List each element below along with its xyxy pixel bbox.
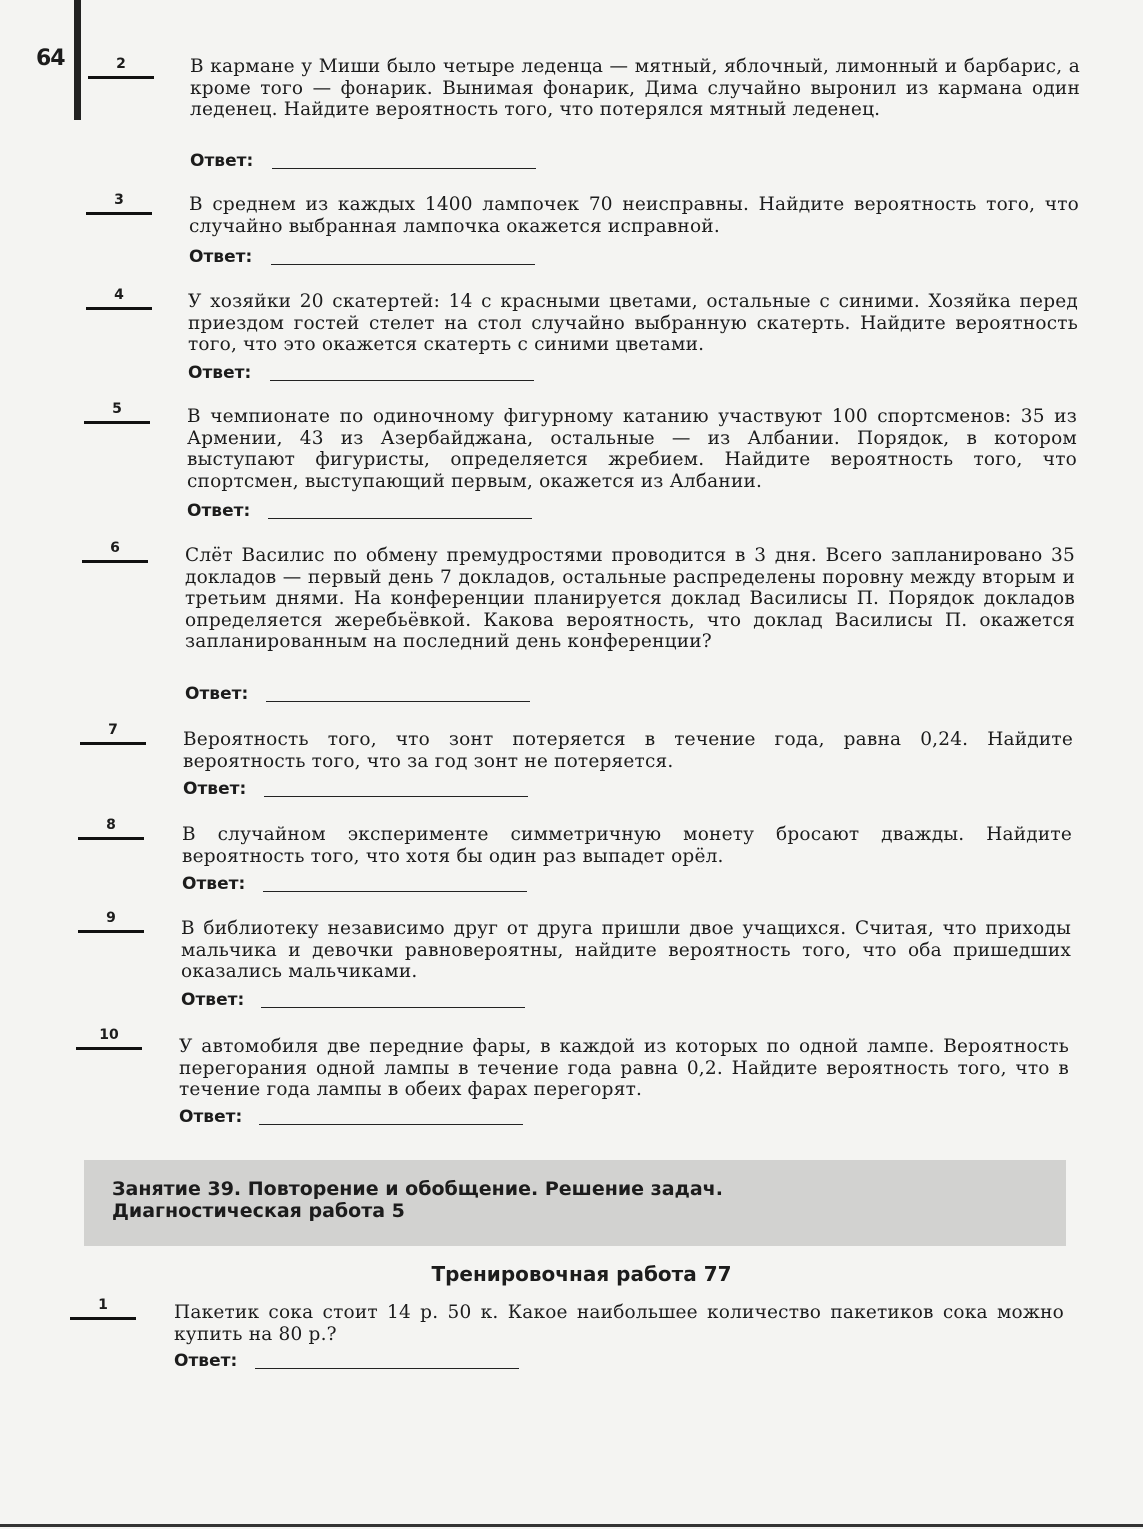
answer-label: Ответ: — [181, 990, 245, 1010]
answer-field[interactable] — [268, 518, 532, 519]
lesson-title-line: Диагностическая работа 5 — [112, 1200, 405, 1222]
page-number: 64 — [36, 46, 65, 71]
answer-field[interactable] — [272, 168, 536, 169]
task-text: Вероятность того, что зонт потеряется в течение года, равна 0,24. Найдите вероятность того, что за год зонт не потеряется. — [183, 729, 1073, 772]
task-number: 8 — [78, 817, 144, 840]
training-title: Тренировочная работа 77 — [431, 1262, 732, 1286]
answer-field[interactable] — [259, 1124, 523, 1125]
answer-field[interactable] — [264, 796, 528, 797]
answer-label: Ответ: — [189, 247, 253, 267]
task-text: В среднем из каждых 1400 лампочек 70 неисправны. Найдите вероятность того, что случайно выбранная лампочка окажется исправной. — [189, 194, 1079, 237]
answer-label: Ответ: — [174, 1351, 238, 1371]
margin-bar — [74, 0, 81, 120]
task-text: Пакетик сока стоит 14 р. 50 к. Какое наибольшее количество пакетиков сока можно купить на 80 р.? — [174, 1302, 1064, 1345]
task-number: 1 — [70, 1297, 136, 1320]
task-text: У автомобиля две передние фары, в каждой из которых по одной лампе. Вероятность перегорания одной лампы в течение года равна 0,2. Найдите вероятность того, что в течение года лампы в обеих фарах перегорят. — [179, 1036, 1069, 1100]
answer-field[interactable] — [263, 891, 527, 892]
task-number: 5 — [84, 401, 150, 424]
task-number: 4 — [86, 287, 152, 310]
answer-label: Ответ: — [187, 501, 251, 521]
answer-label: Ответ: — [182, 874, 246, 894]
task-text: В библиотеку независимо друг от друга пришли двое учащихся. Считая, что приходы мальчика и девочки равновероятны, найдите вероятность того, что оба пришедших оказались мальчиками. — [181, 918, 1071, 982]
answer-field[interactable] — [266, 701, 530, 702]
answer-label: Ответ: — [183, 779, 247, 799]
answer-field[interactable] — [270, 380, 534, 381]
lesson-title-line: Занятие 39. Повторение и обобщение. Решение задач. — [112, 1178, 723, 1200]
answer-label: Ответ: — [190, 151, 254, 171]
task-text: Слёт Василис по обмену премудростями проводится в 3 дня. Всего запланировано 35 докладов — первый день 7 докладов, остальные распределены поровну между вторым и третьим днями. На конференции планируется доклад Василисы П. Порядок докладов определяется жеребьёвкой. Какова вероятность, что доклад Василисы П. окажется запланированным на последний день конференции? — [185, 545, 1075, 652]
answer-field[interactable] — [255, 1368, 519, 1369]
task-text: В чемпионате по одиночному фигурному катанию участвуют 100 спортсменов: 35 из Армении, 43 из Азербайджана, остальные — из Албании. Порядок, в котором выступают фигуристы, определяется жребием. Найдите вероятность того, что спортсмен, выступающий первым, окажется из Албании. — [187, 406, 1077, 492]
task-number: 3 — [86, 192, 152, 215]
task-number: 6 — [82, 540, 148, 563]
task-number: 7 — [80, 722, 146, 745]
task-text: У хозяйки 20 скатертей: 14 с красными цветами, остальные с синими. Хозяйка перед приездом гостей стелет на стол случайно выбранную скатерть. Найдите вероятность того, что это окажется скатерть с синими цветами. — [188, 291, 1078, 355]
task-number: 10 — [76, 1027, 142, 1050]
answer-field[interactable] — [271, 264, 535, 265]
answer-label: Ответ: — [179, 1107, 243, 1127]
bottom-rule — [0, 1524, 1143, 1527]
task-number: 9 — [78, 910, 144, 933]
task-text: В случайном эксперименте симметричную монету бросают дважды. Найдите вероятность того, что хотя бы один раз выпадет орёл. — [182, 824, 1072, 867]
task-text: В кармане у Миши было четыре леденца — мятный, яблочный, лимонный и барбарис, а кроме того — фонарик. Вынимая фонарик, Дима случайно выронил из кармана один леденец. Найдите вероятность того, что потерялся мятный леденец. — [190, 56, 1080, 120]
answer-label: Ответ: — [185, 684, 249, 704]
task-number: 2 — [88, 56, 154, 79]
answer-label: Ответ: — [188, 363, 252, 383]
lesson-title — [112, 1178, 1012, 1222]
answer-field[interactable] — [261, 1007, 525, 1008]
